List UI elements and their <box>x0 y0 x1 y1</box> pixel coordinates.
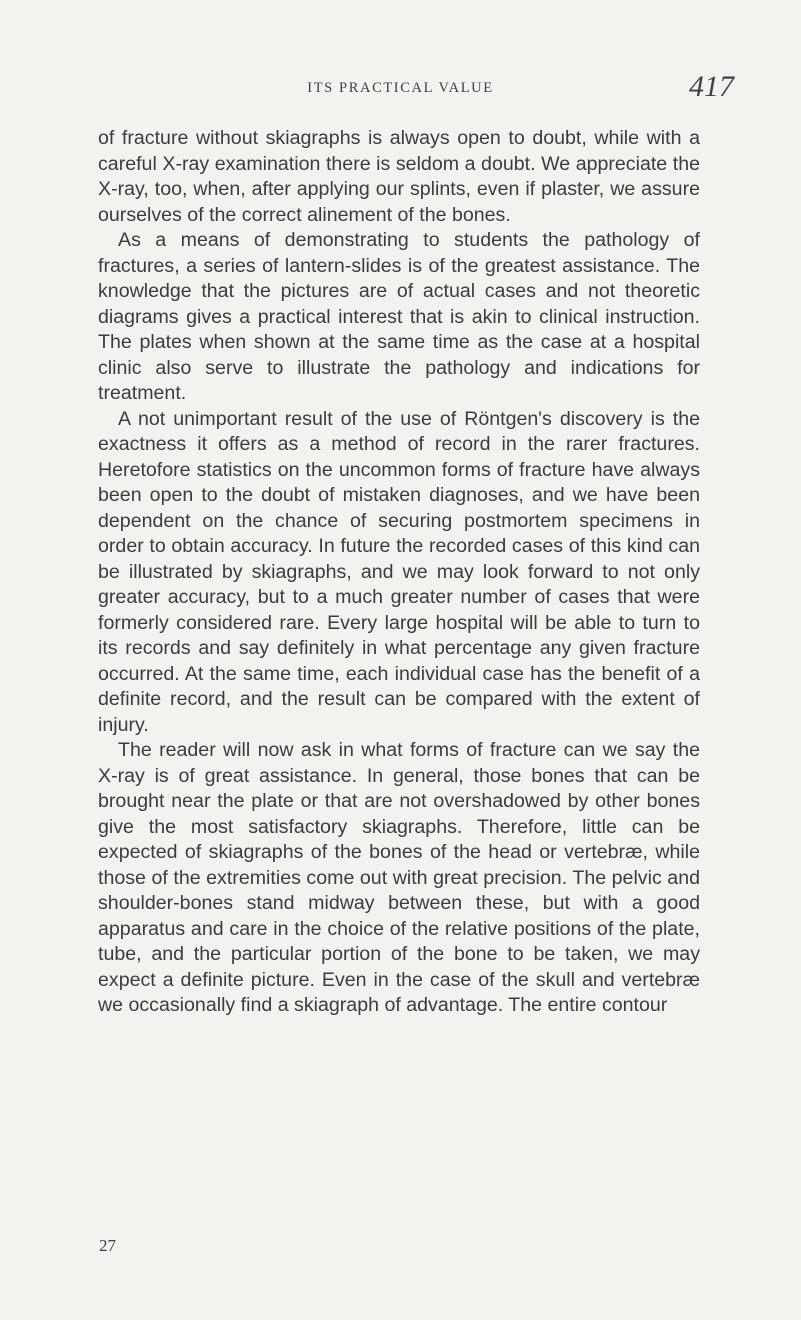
signature-mark: 27 <box>99 1236 116 1255</box>
page-number: 417 <box>689 70 734 103</box>
paragraph: A not unimportant result of the use of Röntgen's discovery is the exactness it offers as a method of record in the rarer fractures. Heretofore statistics on the uncommon forms of fracture have always been open to the doubt of mistaken diagnoses, and we have been dependent on the chance of securing postmortem specimens in order to obtain accuracy. In future the recorded cases of this kind can be illustrated by skiagraphs, and we may look forward to not only greater accuracy, but to a much greater number of cases that were formerly considered rare. Every large hospital will be able to turn to its records and say definitely in what percentage any given fracture occurred. At the same time, each individual case has the benefit of a definite record, and the result can be compared with the extent of injury. <box>98 407 700 736</box>
paragraph: The reader will now ask in what forms of fracture can we say the X-ray is of great assistance. In general, those bones that can be brought near the plate or that are not overshadowed by other bones give the most satisfactory skiagraphs. Therefore, little can be expected of skiagraphs of the bones of the head or vertebræ, while those of the extremities come out with great precision. The pelvic and shoulder-bones stand midway between these, but with a good apparatus and care in the choice of the relative positions of the plate, tube, and the particular portion of the bone to be taken, we may expect a definite picture. Even in the case of the skull and vertebræ we occasionally find a skiagraph of advantage. The entire contour <box>98 739 700 1016</box>
paragraph: As a means of demonstrating to students the pathology of fractures, a series of lantern-slides is of the greatest assistance. The knowledge that the pictures are of actual cases and not theoretic diagrams gives a practical interest that is akin to clinical instruction. The plates when shown at the same time as the case at a hospital clinic also serve to illustrate the pathology and indications for treatment. <box>98 229 700 404</box>
running-header <box>0 70 801 118</box>
paragraph-continued: of fracture without skiagraphs is always open to doubt, while with a careful X-ray examination there is seldom a doubt. We appreciate the X-ray, too, when, after applying our splints, even if plaster, we assure ourselves of the correct alinement of the bones. <box>98 127 700 226</box>
body-text <box>98 126 700 1019</box>
running-title: ITS PRACTICAL VALUE <box>307 80 494 96</box>
